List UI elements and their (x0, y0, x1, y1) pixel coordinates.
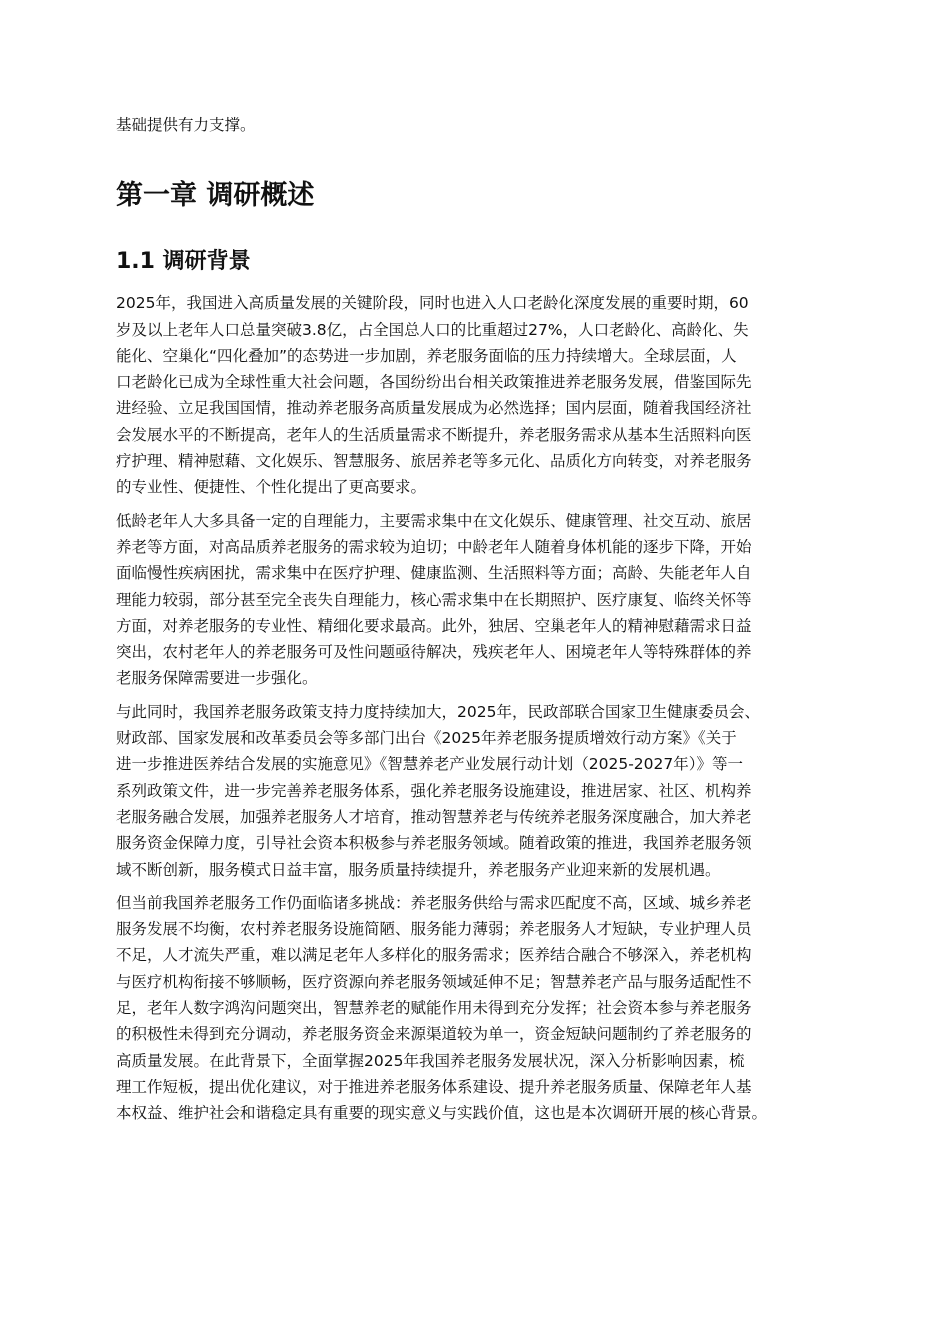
paragraph-line: 系列政策文件，进一步完善养老服务体系，强化养老服务设施建设，推进居家、社区、机构养 (116, 781, 752, 800)
paragraph-line: 理能力较弱，部分甚至完全丧失自理能力，核心需求集中在长期照护、医疗康复、临终关怀等 (116, 590, 752, 609)
paragraph-line: 服务发展不均衡，农村养老服务设施简陋、服务能力薄弱；养老服务人才短缺，专业护理人员 (116, 920, 752, 939)
paragraph-line: 突出，农村老年人的养老服务可及性问题亟待解决，残疾老年人、困境老年人等特殊群体的养 (116, 643, 752, 662)
paragraph-line: 面临慢性疾病困扰，需求集中在医疗护理、健康监测、生活照料等方面；高龄、失能老年人自 (116, 564, 752, 583)
paragraph-line: 与此同时，我国养老服务政策支持力度持续加大，2025年，民政部联合国家卫生健康委员会、 (116, 702, 760, 721)
paragraph-line: 与医疗机构衔接不够顺畅，医疗资源向养老服务领域延伸不足；智慧养老产品与服务适配性不 (116, 972, 752, 991)
section-title: 1.1 调研背景 (116, 249, 251, 275)
paragraph-policy-support (116, 699, 846, 883)
paragraph-background (116, 290, 846, 500)
paragraph-line: 的积极性未得到充分调动，养老服务资金来源渠道较为单一，资金短缺问题制约了养老服务的 (116, 1025, 752, 1044)
paragraph-line: 足，老年人数字鸿沟问题突出，智慧养老的赋能作用未得到充分发挥；社会资本参与养老服务 (116, 999, 752, 1018)
paragraph-line: 进一步推进医养结合发展的实施意见》《智慧养老产业发展行动计划（2025-2027年）》等一 (116, 755, 743, 774)
carry-over-text: 基础提供有力支撑。 (116, 116, 256, 134)
chapter-title: 第一章 调研概述 (116, 180, 315, 212)
paragraph-line: 2025年，我国进入高质量发展的关键阶段，同时也进入人口老龄化深度发展的重要时期，60 (116, 294, 749, 313)
paragraph-line: 理工作短板，提出优化建议，对于推进养老服务体系建设、提升养老服务质量、保障老年人基 (116, 1077, 752, 1096)
paragraph-elderly-needs (116, 508, 846, 692)
paragraph-line: 老服务保障需要进一步强化。 (116, 669, 318, 688)
paragraph-line: 养老等方面，对高品质养老服务的需求较为迫切；中龄老年人随着身体机能的逐步下降，开始 (116, 537, 752, 556)
paragraph-line: 本权益、维护社会和谐稳定具有重要的现实意义与实践价值，这也是本次调研开展的核心背景。 (116, 1104, 768, 1123)
paragraph-line: 能化、空巢化“四化叠加”的态势进一步加剧，养老服务面临的压力持续增大。全球层面，人 (116, 346, 737, 365)
paragraph-line: 岁及以上老年人口总量突破3.8亿，占全国总人口的比重超过27%，人口老龄化、高龄化、失 (116, 320, 749, 339)
paragraph-line: 会发展水平的不断提高，老年人的生活质量需求不断提升，养老服务需求从基本生活照料向医 (116, 425, 752, 444)
paragraph-line: 的专业性、便捷性、个性化提出了更高要求。 (116, 478, 427, 497)
paragraph-line: 疗护理、精神慰藉、文化娱乐、智慧服务、旅居养老等多元化、品质化方向转变，对养老服务 (116, 452, 752, 471)
document-page (116, 112, 846, 1127)
paragraph-line: 域不断创新，服务模式日益丰富，服务质量持续提升，养老服务产业迎来新的发展机遇。 (116, 860, 721, 879)
paragraph-line: 口老龄化已成为全球性重大社会问题，各国纷纷出台相关政策推进养老服务发展，借鉴国际先 (116, 373, 752, 392)
paragraph-line: 但当前我国养老服务工作仍面临诸多挑战：养老服务供给与需求匹配度不高，区域、城乡养老 (116, 893, 752, 912)
paragraph-line: 服务资金保障力度，引导社会资本积极参与养老服务领域。随着政策的推进，我国养老服务领 (116, 834, 752, 853)
paragraph-line: 进经验、立足我国国情，推动养老服务高质量发展成为必然选择；国内层面，随着我国经济社 (116, 399, 752, 418)
paragraph-line: 不足，人才流失严重，难以满足老年人多样化的服务需求；医养结合融合不够深入，养老机构 (116, 946, 752, 965)
paragraph-line: 老服务融合发展，加强养老服务人才培育，推动智慧养老与传统养老服务深度融合，加大养老 (116, 807, 752, 826)
paragraph-challenges (116, 890, 846, 1127)
paragraph-line: 低龄老年人大多具备一定的自理能力，主要需求集中在文化娱乐、健康管理、社交互动、旅居 (116, 511, 752, 530)
paragraph-line: 高质量发展。在此背景下，全面掌握2025年我国养老服务发展状况，深入分析影响因素，梳 (116, 1051, 745, 1070)
paragraph-line: 财政部、国家发展和改革委员会等多部门出台《2025年养老服务提质增效行动方案》《关于 (116, 729, 737, 748)
paragraph-line: 方面，对养老服务的专业性、精细化要求最高。此外，独居、空巢老年人的精神慰藉需求日益 (116, 616, 752, 635)
